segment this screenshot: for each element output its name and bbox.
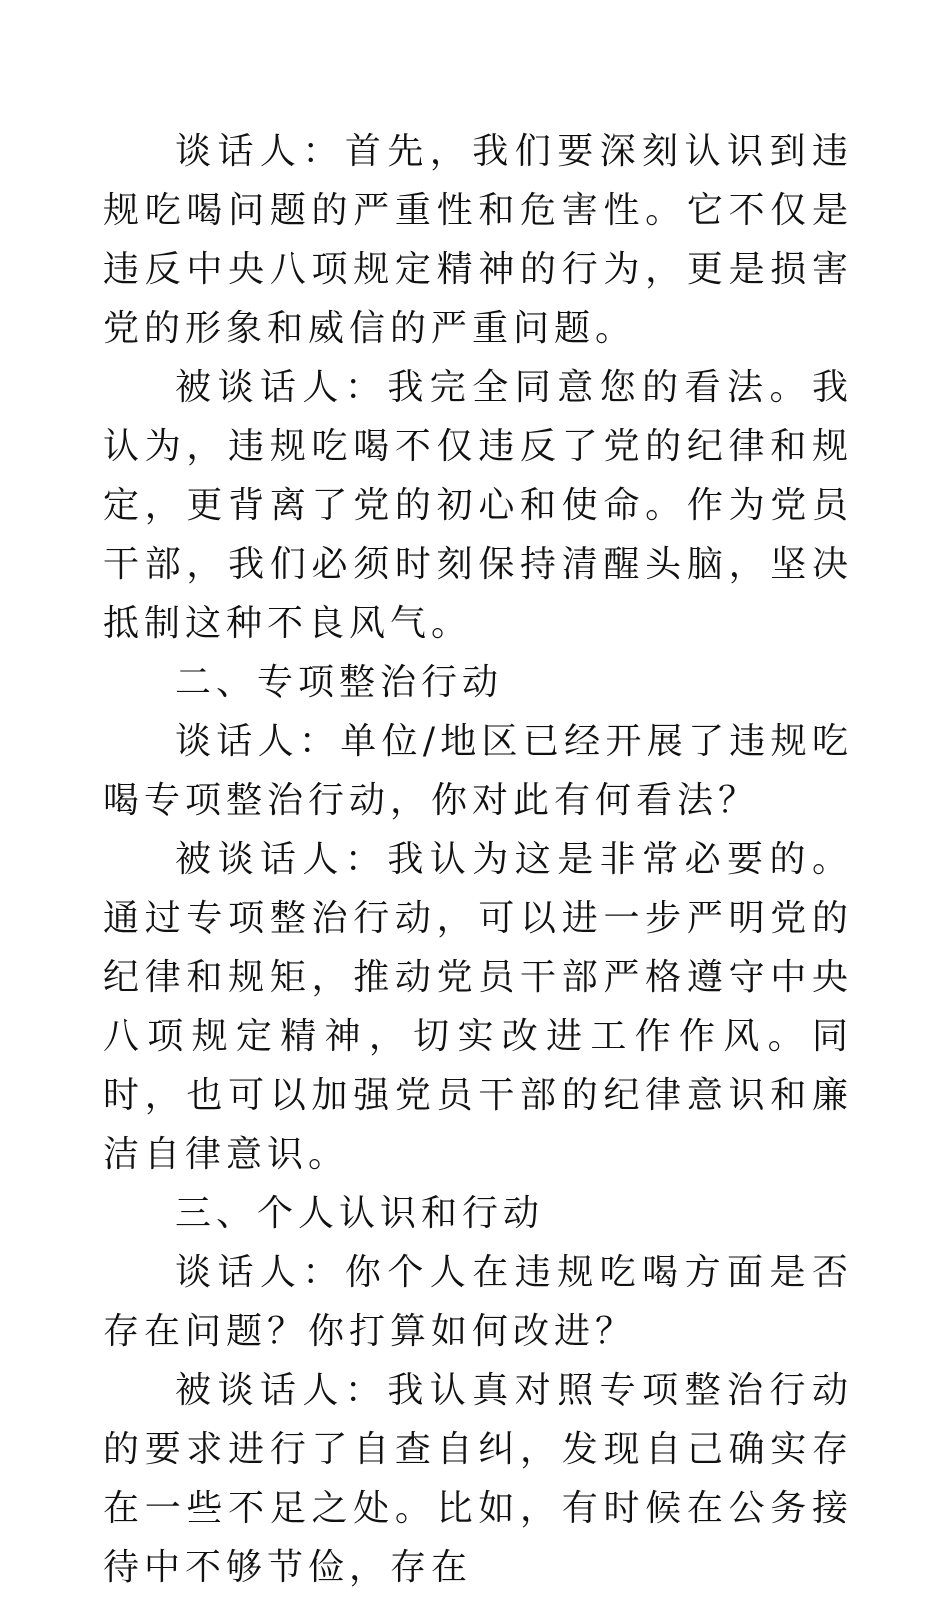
section-heading-special-rectification: 二、专项整治行动	[175, 662, 504, 703]
paragraph-respondent-self-check: 被谈话人：我认真对照专项整治行动的要求进行了自查自纠，发现自己确实存在一些不足之处。比如，有时候在公务接待中不够节俭，存在	[103, 1370, 853, 1588]
paragraph-speaker-opening: 谈话人：首先，我们要深刻认识到违规吃喝问题的严重性和危害性。它不仅是违反中央八项规定精神的行为，更是损害党的形象和威信的严重问题。	[103, 131, 853, 349]
paragraph-speaker-question-personal: 谈话人：你个人在违规吃喝方面是否存在问题？你打算如何改进？	[103, 1252, 853, 1352]
paragraph-speaker-question-rectification: 谈话人：单位/地区已经开展了违规吃喝专项整治行动，你对此有何看法？	[103, 721, 853, 821]
section-heading-personal-action: 三、个人认识和行动	[175, 1193, 545, 1234]
document-body	[103, 122, 853, 1597]
paragraph-respondent-rectification-view: 被谈话人：我认为这是非常必要的。通过专项整治行动，可以进一步严明党的纪律和规矩，推动党员干部严格遵守中央八项规定精神，切实改进工作作风。同时，也可以加强党员干部的纪律意识和廉洁自律意识。	[103, 839, 853, 1175]
paragraph-respondent-agreement: 被谈话人：我完全同意您的看法。我认为，违规吃喝不仅违反了党的纪律和规定，更背离了党的初心和使命。作为党员干部，我们必须时刻保持清醒头脑，坚决抵制这种不良风气。	[103, 367, 853, 644]
